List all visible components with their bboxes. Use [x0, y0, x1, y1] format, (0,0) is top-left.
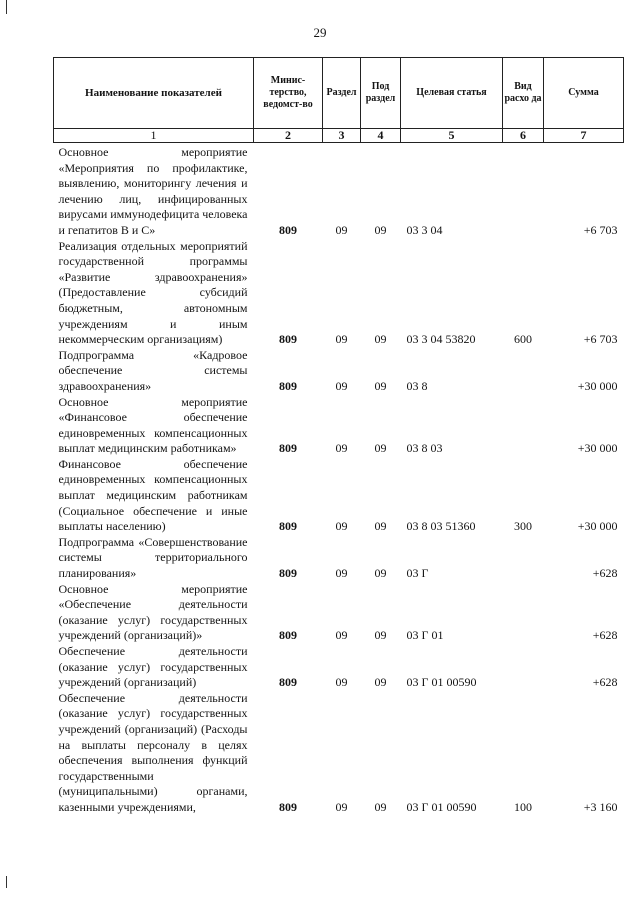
row-ministry: 809: [279, 519, 297, 534]
table-row: [54, 348, 624, 395]
row-expense-type: 300: [514, 519, 532, 534]
header-amount: Сумма: [544, 58, 624, 129]
column-number: 5: [401, 129, 503, 143]
row-expense-type: [503, 535, 544, 582]
row-expense-type: [503, 143, 544, 239]
row-section: 09: [335, 222, 348, 237]
row-expense-type: 600: [514, 332, 532, 347]
row-name: Основное мероприятие «Финансовое обеспечение единовременных компенсационных выплат медицинским работникам»: [58, 394, 248, 456]
row-amount: +628: [592, 628, 618, 643]
header-name: Наименование показателей: [54, 58, 254, 129]
header-article: Целевая статья: [401, 58, 503, 129]
row-expense-type: 100: [514, 799, 532, 814]
row-name: Обеспечение деятельности (оказание услуг) государственных учреждений (организаций): [58, 644, 248, 690]
budget-table: [53, 57, 624, 816]
scan-edge-mark-bottom: [6, 876, 7, 888]
row-ministry: 809: [279, 628, 297, 643]
table-row: [54, 535, 624, 582]
row-ministry: 809: [279, 441, 297, 456]
page-number: 29: [313, 25, 327, 40]
row-expense-type: [503, 644, 544, 691]
row-name: Реализация отдельных мероприятий государственной программы «Развитие здравоохранения» (Предоставление субсидий бюджетным, автономным учреждениям и иным некоммерческим организациям): [58, 238, 248, 347]
row-ministry: 809: [279, 222, 297, 237]
row-subsection: 09: [374, 222, 387, 237]
row-subsection: 09: [374, 332, 387, 347]
row-expense-type: [503, 348, 544, 395]
table-row: [54, 691, 624, 816]
row-ministry: 809: [279, 332, 297, 347]
row-amount: +30 000: [577, 441, 618, 456]
row-section: 09: [335, 519, 348, 534]
row-ministry: 809: [279, 675, 297, 690]
header-subsection: Под раздел: [361, 58, 401, 129]
row-amount: +628: [592, 675, 618, 690]
row-article: 03 Г: [406, 566, 429, 581]
row-article: 03 3 04 53820: [406, 332, 476, 347]
row-article: 03 Г 01: [406, 628, 444, 643]
row-section: 09: [335, 566, 348, 581]
row-amount: +6 703: [583, 222, 618, 237]
row-amount: +30 000: [577, 378, 618, 393]
row-section: 09: [335, 332, 348, 347]
row-subsection: 09: [374, 519, 387, 534]
header-expense-type: Вид расхо да: [503, 58, 544, 129]
row-subsection: 09: [374, 378, 387, 393]
row-name: Основное мероприятие «Обеспечение деятельности (оказание услуг) государственных учреждений (организаций)»: [58, 581, 248, 643]
row-name: Обеспечение деятельности (оказание услуг) государственных учреждений (организаций) (Расходы на выплаты персоналу в целях обеспечения выполнения функций государственными (муниципальными) органами, казенными учреждениями,: [58, 690, 248, 814]
row-section: 09: [335, 799, 348, 814]
row-subsection: 09: [374, 441, 387, 456]
scan-edge-mark-top: [6, 0, 7, 14]
row-article: 03 Г 01 00590: [406, 799, 477, 814]
table-row: [54, 143, 624, 239]
row-article: 03 Г 01 00590: [406, 675, 477, 690]
row-amount: +6 703: [583, 332, 618, 347]
row-expense-type: [503, 395, 544, 457]
row-subsection: 09: [374, 799, 387, 814]
column-number: 4: [361, 129, 401, 143]
row-subsection: 09: [374, 628, 387, 643]
table-row: [54, 395, 624, 457]
row-amount: +628: [592, 566, 618, 581]
row-amount: +30 000: [577, 519, 618, 534]
column-number: 6: [503, 129, 544, 143]
row-ministry: 809: [279, 566, 297, 581]
table-row: [54, 644, 624, 691]
header-ministry: Минис-терство, ведомст-во: [254, 58, 323, 129]
row-name: Основное мероприятие «Мероприятия по профилактике, выявлению, мониторингу лечения и лечению лиц, инфицированных вирусами иммунодефицита человека и гепатитов В и С»: [58, 145, 248, 237]
row-section: 09: [335, 378, 348, 393]
row-section: 09: [335, 628, 348, 643]
header-row: [54, 58, 624, 129]
row-name: Финансовое обеспечение единовременных компенсационных выплат медицинским работникам (Социальное обеспечение и иные выплаты населению): [58, 456, 248, 534]
column-number: 1: [54, 129, 254, 143]
table-row: [54, 582, 624, 644]
row-expense-type: [503, 582, 544, 644]
row-subsection: 09: [374, 566, 387, 581]
row-ministry: 809: [279, 378, 297, 393]
row-article: 03 8 03 51360: [406, 519, 476, 534]
row-article: 03 8 03: [406, 441, 443, 456]
column-number: 7: [544, 129, 624, 143]
row-subsection: 09: [374, 675, 387, 690]
header-section: Раздел: [323, 58, 361, 129]
column-number-row: [54, 129, 624, 143]
row-article: 03 8: [406, 378, 428, 393]
column-number: 3: [323, 129, 361, 143]
table-row: [54, 457, 624, 535]
row-amount: +3 160: [583, 799, 618, 814]
row-ministry: 809: [279, 799, 297, 814]
row-name: Подпрограмма «Кадровое обеспечение системы здравоохранения»: [58, 347, 248, 393]
row-article: 03 3 04: [406, 222, 443, 237]
column-number: 2: [254, 129, 323, 143]
row-section: 09: [335, 675, 348, 690]
row-name: Подпрограмма «Совершенствование системы территориального планирования»: [58, 534, 248, 581]
table-row: [54, 239, 624, 348]
row-section: 09: [335, 441, 348, 456]
